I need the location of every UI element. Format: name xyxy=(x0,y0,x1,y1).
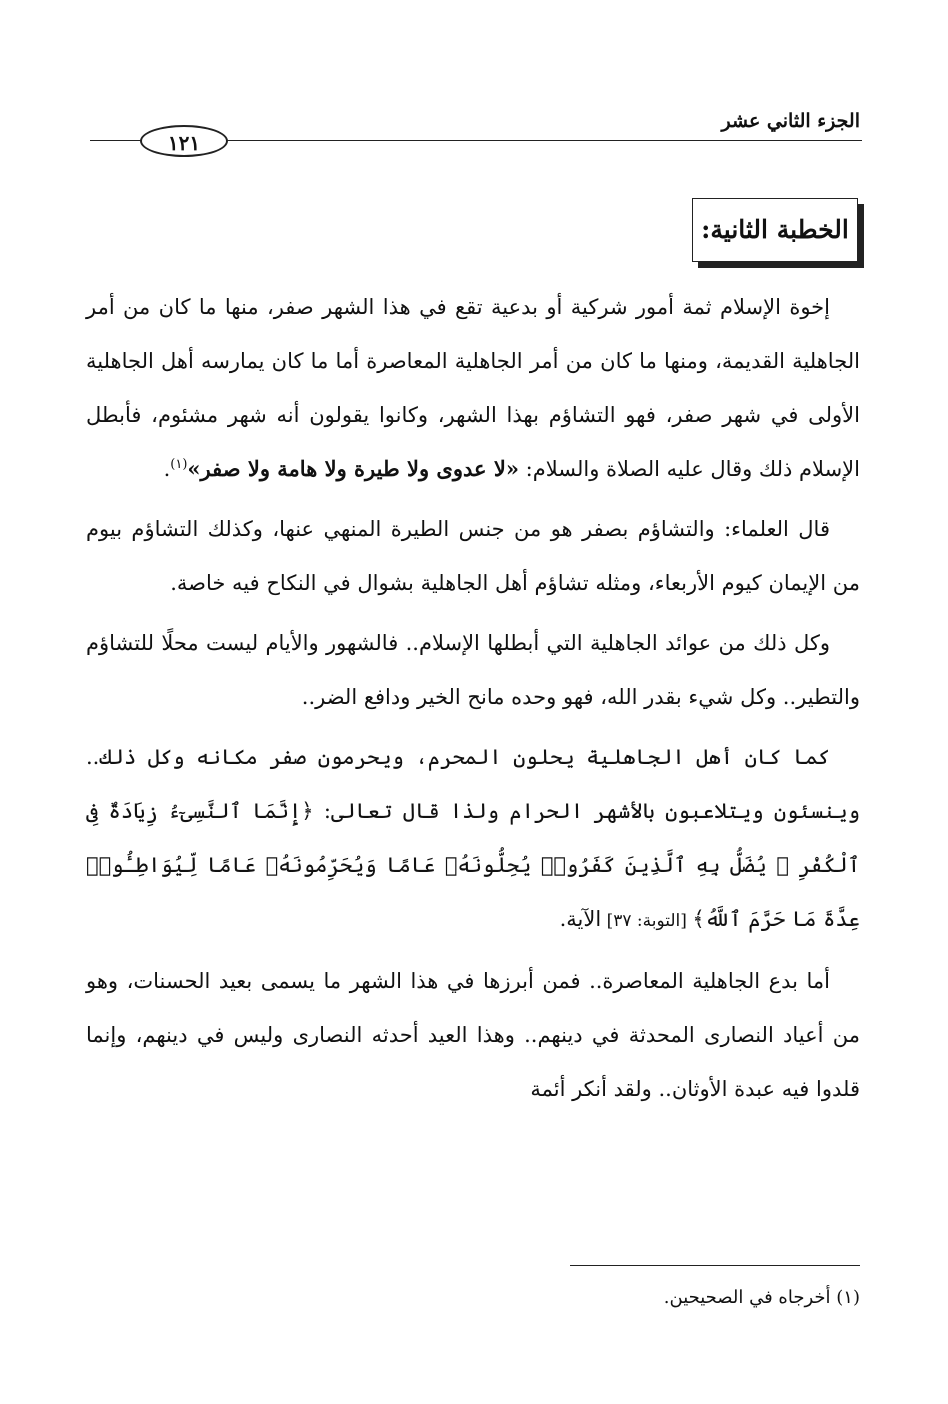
footnote: (١) أخرجاه في الصحيحين. xyxy=(663,1287,860,1308)
paragraph-text: كما كان أهل الجاهلية يحلون المحرم، ويحرمون صفر مكانه وكل ذلك.. وينسئون ويتلاعبون بالأشهر الحرام ولذا قال تعالى: xyxy=(86,745,860,823)
section-title: الخطبة الثانية: xyxy=(692,198,858,262)
paragraph-end: الآية. xyxy=(559,907,602,931)
footnote-rule xyxy=(570,1265,860,1266)
paragraph-end: . xyxy=(163,457,171,481)
verse-reference: [التوبة: ٣٧] xyxy=(601,911,693,931)
paragraph xyxy=(86,730,860,948)
paragraph: قال العلماء: والتشاؤم بصفر هو من جنس الطيرة المنهي عنها، وكذلك التشاؤم بيوم من الإيمان كيوم الأربعاء، ومثله تشاؤم أهل الجاهلية بشوال في النكاح فيه خاصة. xyxy=(86,517,860,595)
paragraph-text: إخوة الإسلام ثمة أمور شركية أو بدعية تقع في هذا الشهر صفر، منها ما كان من أمر الجاهلية القديمة، ومنها ما كان من أمر الجاهلية المعاصرة أما ما كان يمارسه أهل الجاهلية الأولى في شهر صفر، فهو التشاؤم بهذا الشهر، وكانوا يقولون أنه شهر مشئوم، فأبطل الإسلام ذلك وقال عليه الصلاة والسلام: xyxy=(86,295,860,481)
quran-verse: ﴿إِنَّمَا ٱلنَّسِىٓءُ زِيَادَةٌ فِى ٱلْكُفْرِ ۖ يُضَلُّ بِهِ ٱلَّذِينَ كَفَرُوا۟ يُحِلُّونَهُۥ عَامًا وَيُحَرِّمُونَهُۥ عَامًا لِّيُوَاطِـُٔوا۟ عِدَّةَ مَا حَرَّمَ ٱللَّهُ﴾ xyxy=(86,799,860,931)
paragraph: وكل ذلك من عوائد الجاهلية التي أبطلها الإسلام.. فالشهور والأيام ليست محلًا للتشاؤم والتطير.. وكل شيء بقدر الله، فهو وحده مانح الخير ودافع الضر.. xyxy=(86,631,860,709)
footnote-marker: (١) xyxy=(170,457,188,472)
paragraph: أما بدع الجاهلية المعاصرة.. فمن أبرزها في هذا الشهر ما يسمى بعيد الحسنات، وهو من أعياد النصارى المحدثة في دينهم.. وهذا العيد أحدثه النصارى وليس في دينهم، وإنما قلدوا فيه عبدة الأوثان.. ولقد أنكر أئمة xyxy=(86,969,860,1101)
page-number: ١٢١ xyxy=(140,125,228,157)
paragraph xyxy=(86,280,860,496)
running-title: الجزء الثاني عشر xyxy=(721,110,860,132)
body-text xyxy=(86,280,860,1116)
hadith-quote: «لا عدوى ولا طيرة ولا هامة ولا صفر» xyxy=(187,456,519,481)
